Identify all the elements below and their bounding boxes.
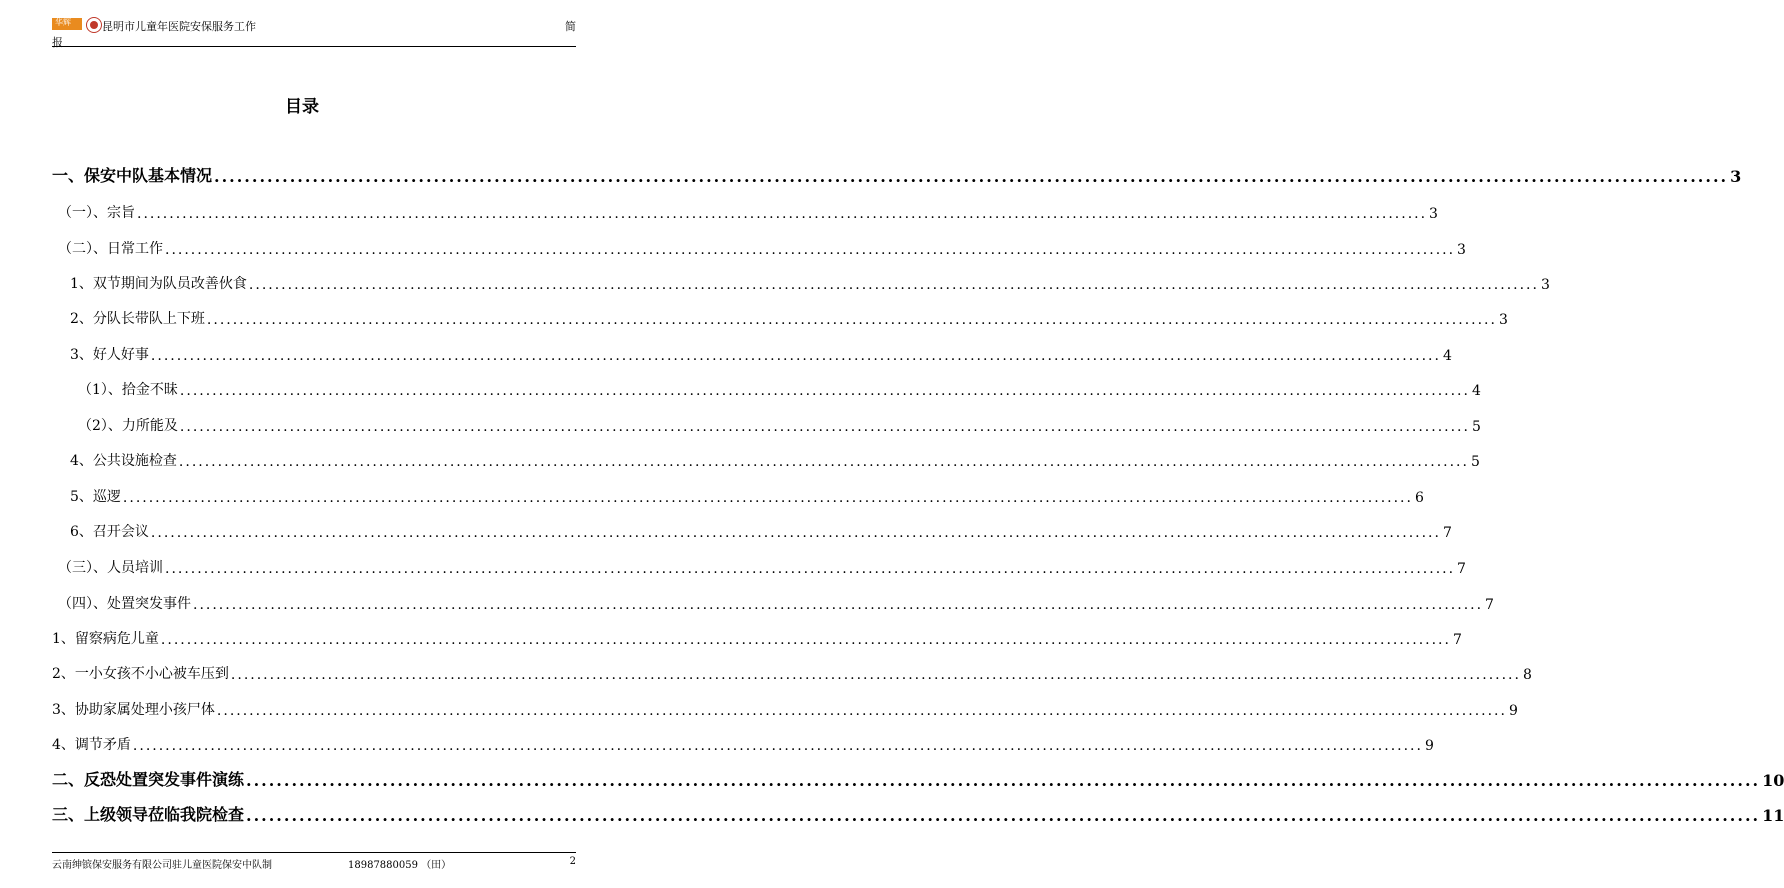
header-title: 昆明市儿童年医院安保服务工作 xyxy=(102,20,256,33)
toc-entry-page: 10 xyxy=(1762,771,1784,790)
toc-entry[interactable] xyxy=(70,515,1452,541)
toc-entry-label: 2、分队长带队上下班 xyxy=(70,311,205,327)
toc-entry[interactable] xyxy=(52,622,1462,648)
toc-entry-page: 4 xyxy=(1471,383,1481,399)
toc-entry-label: （三）、人员培训 xyxy=(58,560,163,576)
toc-entry[interactable] xyxy=(52,693,1518,719)
footer-page-number: 2 xyxy=(569,856,576,867)
toc-entry[interactable] xyxy=(52,728,1434,754)
toc-entry[interactable] xyxy=(58,587,1494,613)
toc-entry[interactable] xyxy=(52,657,1532,683)
toc-entry-label: 二、反恐处置突发事件演练 xyxy=(52,770,245,789)
document-title: 目录 xyxy=(285,97,319,117)
toc-leader-dots: ........................................................................................................................................................................................................ xyxy=(132,738,1423,754)
company-logo xyxy=(52,18,82,30)
toc-entry-label: 4、公共设施检查 xyxy=(70,453,177,469)
toc-leader-dots: ........................................................................................................................................................................................................ xyxy=(122,490,1413,506)
toc-entry[interactable] xyxy=(58,551,1466,577)
toc-entry-label: （四）、处置突发事件 xyxy=(58,596,191,612)
toc-entry[interactable] xyxy=(70,267,1550,293)
header-right-text: 简 xyxy=(565,20,576,33)
toc-leader-dots: ........................................................................................................................................................................................................ xyxy=(216,703,1507,719)
toc-entry-page: 3 xyxy=(1730,167,1742,186)
toc-entry[interactable] xyxy=(70,302,1508,328)
toc-entry-page: 5 xyxy=(1471,419,1481,435)
toc-entry[interactable] xyxy=(70,338,1452,364)
toc-entry[interactable] xyxy=(52,764,1784,790)
header-rule xyxy=(52,46,576,47)
toc-entry-label: 6、召开会议 xyxy=(70,524,149,540)
toc-leader-dots: ........................................................................................................................................................................................................ xyxy=(150,525,1441,541)
toc-entry-page: 6 xyxy=(1414,490,1424,506)
toc-entry-page: 7 xyxy=(1452,632,1462,648)
toc-entry-page: 7 xyxy=(1442,525,1452,541)
toc-leader-dots: ........................................................................................................................................................................................................ xyxy=(165,242,1456,258)
toc-entry[interactable] xyxy=(70,444,1480,470)
toc-entry-page: 11 xyxy=(1762,806,1784,825)
toc-entry[interactable] xyxy=(70,480,1424,506)
toc-entry-label: 3、好人好事 xyxy=(70,347,149,363)
toc-entry-label: （1）、拾金不昧 xyxy=(78,382,178,398)
toc-entry-label: 一、保安中队基本情况 xyxy=(52,166,213,185)
toc-leader-dots: ........................................................................................................................................................................................................ xyxy=(246,806,1761,825)
footer-company: 云南绅镔保安服务有限公司驻儿童医院保安中队制 xyxy=(52,860,272,871)
toc-entry-label: （二）、日常工作 xyxy=(58,241,163,257)
toc-leader-dots: ........................................................................................................................................................................................................ xyxy=(178,454,1469,470)
toc-leader-dots: ........................................................................................................................................................................................................ xyxy=(248,277,1539,293)
toc-entry-label: 1、留察病危儿童 xyxy=(52,631,159,647)
toc-leader-dots: ........................................................................................................................................................................................................ xyxy=(206,312,1497,328)
toc-entry[interactable] xyxy=(52,799,1784,825)
toc-entry-page: 9 xyxy=(1424,738,1434,754)
header-second-line: 报 xyxy=(52,36,63,49)
toc-entry-label: 5、巡逻 xyxy=(70,489,121,505)
toc-leader-dots: ........................................................................................................................................................................................................ xyxy=(246,771,1761,790)
toc-entry-page: 4 xyxy=(1442,348,1452,364)
toc-entry[interactable] xyxy=(78,409,1481,435)
toc-leader-dots: ........................................................................................................................................................................................................ xyxy=(179,383,1470,399)
toc-entry-page: 8 xyxy=(1522,667,1532,683)
toc-entry-page: 3 xyxy=(1540,277,1550,293)
toc-entry-label: 3、协助家属处理小孩尸体 xyxy=(52,702,215,718)
toc-entry[interactable] xyxy=(52,160,1742,186)
toc-entry-label: 4、调节矛盾 xyxy=(52,737,131,753)
toc-leader-dots: ........................................................................................................................................................................................................ xyxy=(193,597,1484,613)
toc-entry[interactable] xyxy=(58,232,1466,258)
toc-entry[interactable] xyxy=(58,196,1438,222)
logo-text: 华辉 xyxy=(55,18,71,27)
toc-entry-page: 7 xyxy=(1485,597,1494,613)
toc-entry-page: 9 xyxy=(1508,703,1518,719)
footer-rule xyxy=(52,852,576,853)
toc-entry-page: 3 xyxy=(1498,312,1508,328)
toc-entry-page: 3 xyxy=(1429,206,1438,222)
toc-entry-page: 5 xyxy=(1470,454,1480,470)
toc-leader-dots: ........................................................................................................................................................................................................ xyxy=(214,167,1729,186)
toc-entry-label: （一）、宗旨 xyxy=(58,205,135,221)
toc-entry-label: （2）、力所能及 xyxy=(78,418,178,434)
hospital-emblem-icon xyxy=(86,17,102,33)
toc-entry-label: 三、上级领导莅临我院检查 xyxy=(52,805,245,824)
toc-leader-dots: ........................................................................................................................................................................................................ xyxy=(160,632,1451,648)
footer-phone: 18987880059 （田） xyxy=(348,860,452,871)
toc-entry-label: 1、双节期间为队员改善伙食 xyxy=(70,276,247,292)
toc-leader-dots: ........................................................................................................................................................................................................ xyxy=(179,419,1470,435)
toc-leader-dots: ........................................................................................................................................................................................................ xyxy=(137,206,1428,222)
toc-entry[interactable] xyxy=(78,373,1481,399)
toc-leader-dots: ........................................................................................................................................................................................................ xyxy=(165,561,1456,577)
toc-leader-dots: ........................................................................................................................................................................................................ xyxy=(230,667,1521,683)
toc-entry-page: 3 xyxy=(1457,242,1466,258)
toc-leader-dots: ........................................................................................................................................................................................................ xyxy=(150,348,1441,364)
toc-entry-page: 7 xyxy=(1457,561,1466,577)
toc-entry-label: 2、一小女孩不小心被车压到 xyxy=(52,666,229,682)
page-header xyxy=(52,16,576,49)
